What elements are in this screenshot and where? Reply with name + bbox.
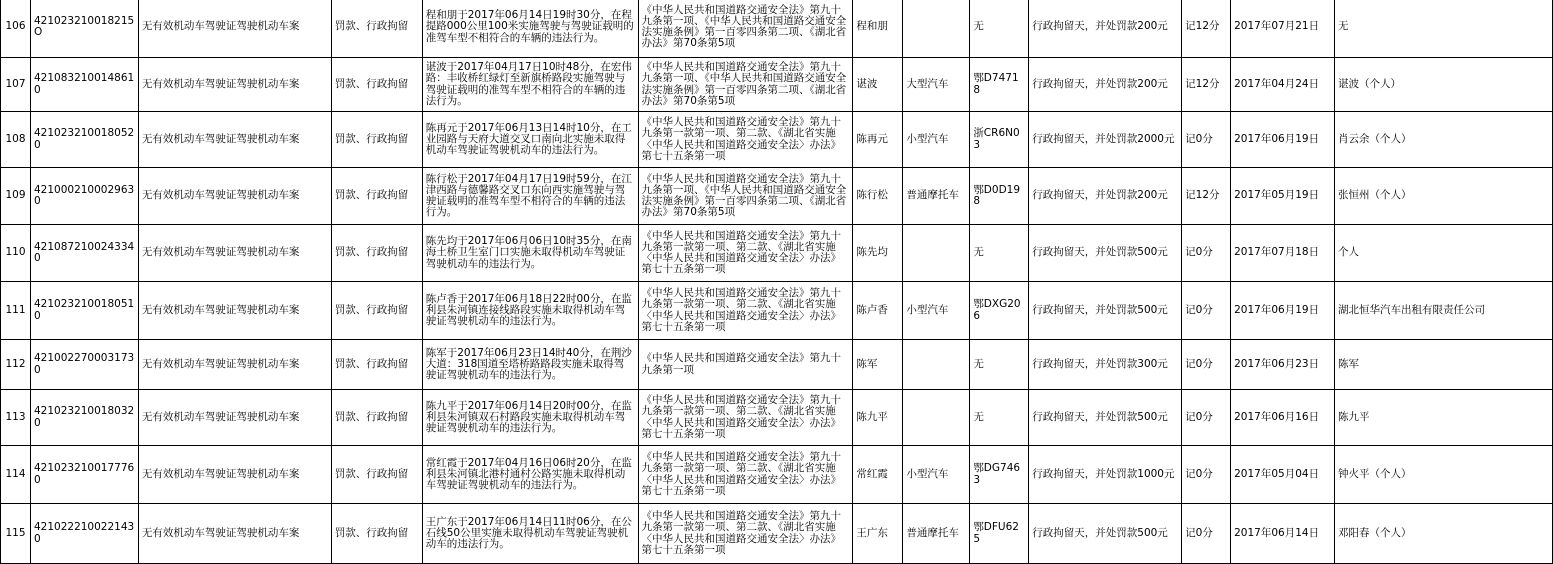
violation-fact-cell: 陈再元于2017年06月13日14时10分，在工业园路与天府大道交叉口南向北实施未取得机动车驾驶证驾驶机动车的违法行为。	[422, 112, 638, 168]
case-number-cell: 4210832100148610	[30, 58, 138, 112]
penalty-result-cell: 行政拘留天，并处罚款1000元	[1029, 446, 1182, 504]
penalty-type-cell: 罚款、行政拘留	[331, 0, 422, 58]
party-name-cell: 程和朋	[853, 0, 903, 58]
case-number-cell: 4210232100177760	[30, 446, 138, 504]
violation-fact-cell: 王广东于2017年06月14日11时06分，在公石线50公里实施未取得机动车驾驶证驾驶机动车的违法行为。	[422, 504, 638, 564]
vehicle-owner-cell: 个人	[1335, 225, 1553, 282]
table-row	[1, 504, 1553, 564]
legal-basis-cell: 《中华人民共和国道路交通安全法》第九十九条第一项	[638, 340, 853, 390]
vehicle-owner-cell: 张恒州（个人）	[1335, 168, 1553, 225]
vehicle-type-cell	[903, 390, 970, 446]
case-number-cell: 4210872100243340	[30, 225, 138, 282]
points-deducted-cell: 记0分	[1182, 225, 1231, 282]
decision-date-cell: 2017年06月16日	[1231, 390, 1335, 446]
vehicle-owner-cell: 湖北恒华汽车出租有限责任公司	[1335, 282, 1553, 340]
decision-date-cell: 2017年06月19日	[1231, 282, 1335, 340]
plate-number-cell: 无	[970, 390, 1029, 446]
penalty-type-cell: 罚款、行政拘留	[331, 225, 422, 282]
plate-number-cell: 鄂D0D198	[970, 168, 1029, 225]
plate-number-cell: 无	[970, 225, 1029, 282]
vehicle-owner-cell: 钟火平（个人）	[1335, 446, 1553, 504]
penalty-result-cell: 行政拘留天，并处罚款500元	[1029, 390, 1182, 446]
points-deducted-cell: 记0分	[1182, 282, 1231, 340]
row-number-cell: 111	[1, 282, 31, 340]
row-number-cell: 114	[1, 446, 31, 504]
penalty-type-cell: 罚款、行政拘留	[331, 504, 422, 564]
decision-date-cell: 2017年04月24日	[1231, 58, 1335, 112]
row-number-cell: 112	[1, 340, 31, 390]
penalty-result-cell: 行政拘留天，并处罚款2000元	[1029, 112, 1182, 168]
points-deducted-cell: 记12分	[1182, 0, 1231, 58]
violation-fact-cell: 陈九平于2017年06月14日20时00分，在监利县朱河镇双石村路段实施未取得机动车驾驶证驾驶机动车的违法行为。	[422, 390, 638, 446]
case-number-cell: 4210232100180510	[30, 282, 138, 340]
penalty-type-cell: 罚款、行政拘留	[331, 340, 422, 390]
row-number-cell: 106	[1, 0, 31, 58]
table-row	[1, 340, 1553, 390]
decision-date-cell: 2017年06月14日	[1231, 504, 1335, 564]
row-number-cell: 113	[1, 390, 31, 446]
points-deducted-cell: 记0分	[1182, 112, 1231, 168]
decision-date-cell: 2017年07月18日	[1231, 225, 1335, 282]
vehicle-type-cell: 普通摩托车	[903, 168, 970, 225]
decision-date-cell: 2017年05月04日	[1231, 446, 1335, 504]
vehicle-owner-cell: 无	[1335, 0, 1553, 58]
table-row	[1, 168, 1553, 225]
vehicle-type-cell: 大型汽车	[903, 58, 970, 112]
case-type-cell: 无有效机动车驾驶证驾驶机动车案	[138, 225, 331, 282]
party-name-cell: 陈军	[853, 340, 903, 390]
vehicle-type-cell: 普通摩托车	[903, 504, 970, 564]
party-name-cell: 陈九平	[853, 390, 903, 446]
points-deducted-cell: 记0分	[1182, 340, 1231, 390]
vehicle-type-cell: 小型汽车	[903, 446, 970, 504]
table-body	[1, 0, 1553, 564]
penalty-result-cell: 行政拘留天，并处罚款200元	[1029, 168, 1182, 225]
penalty-type-cell: 罚款、行政拘留	[331, 446, 422, 504]
vehicle-owner-cell: 陈九平	[1335, 390, 1553, 446]
row-number-cell: 109	[1, 168, 31, 225]
penalty-type-cell: 罚款、行政拘留	[331, 168, 422, 225]
penalty-result-cell: 行政拘留天，并处罚款200元	[1029, 0, 1182, 58]
case-number-cell: 4210232100180520	[30, 112, 138, 168]
table-row	[1, 58, 1553, 112]
violation-fact-cell: 程和朋于2017年06月14日19时30分，在程提路000公里100米实施驾驶与驾驶证载明的准驾车型不相符合的车辆的违法行为。	[422, 0, 638, 58]
table-row	[1, 282, 1553, 340]
vehicle-owner-cell: 邓阳春（个人）	[1335, 504, 1553, 564]
points-deducted-cell: 记0分	[1182, 504, 1231, 564]
penalty-result-cell: 行政拘留天，并处罚款300元	[1029, 340, 1182, 390]
case-type-cell: 无有效机动车驾驶证驾驶机动车案	[138, 504, 331, 564]
party-name-cell: 常红霞	[853, 446, 903, 504]
plate-number-cell: 鄂DFU625	[970, 504, 1029, 564]
table-row	[1, 225, 1553, 282]
row-number-cell: 107	[1, 58, 31, 112]
case-number-cell: 421023210018215O	[30, 0, 138, 58]
table-row	[1, 0, 1553, 58]
case-type-cell: 无有效机动车驾驶证驾驶机动车案	[138, 446, 331, 504]
legal-basis-cell: 《中华人民共和国道路交通安全法》第九十九条第一款第一项、第二款、《湖北省实施〈中华人民共和国道路交通安全法〉办法》第七十五条第一项	[638, 282, 853, 340]
table-row	[1, 446, 1553, 504]
violation-fact-cell: 陈行松于2017年04月17日19时59分，在江津西路与德馨路交叉口东向西实施驾驶与驾驶证载明的准驾车型不相符合的车辆的违法行为。	[422, 168, 638, 225]
legal-basis-cell: 《中华人民共和国道路交通安全法》第九十九条第一款第一项、第二款、《湖北省实施〈中华人民共和国道路交通安全法〉办法》第七十五条第一项	[638, 390, 853, 446]
violation-fact-cell: 陈卢香于2017年06月18日22时00分，在监利县朱河镇连接线路段实施未取得机动车驾驶证驾驶机动车的违法行为。	[422, 282, 638, 340]
penalty-result-cell: 行政拘留天，并处罚款500元	[1029, 225, 1182, 282]
plate-number-cell: 无	[970, 0, 1029, 58]
legal-basis-cell: 《中华人民共和国道路交通安全法》第九十九条第一款第一项、第二款、《湖北省实施〈中华人民共和国道路交通安全法〉办法》第七十五条第一项	[638, 446, 853, 504]
row-number-cell: 115	[1, 504, 31, 564]
party-name-cell: 王广东	[853, 504, 903, 564]
points-deducted-cell: 记0分	[1182, 446, 1231, 504]
case-type-cell: 无有效机动车驾驶证驾驶机动车案	[138, 0, 331, 58]
case-number-cell: 4210002100029630	[30, 168, 138, 225]
penalty-type-cell: 罚款、行政拘留	[331, 282, 422, 340]
party-name-cell: 陈行松	[853, 168, 903, 225]
legal-basis-cell: 《中华人民共和国道路交通安全法》第九十九条第一款第一项、第二款、《湖北省实施〈中华人民共和国道路交通安全法〉办法》第七十五条第一项	[638, 225, 853, 282]
vehicle-owner-cell: 谌波（个人）	[1335, 58, 1553, 112]
violation-fact-cell: 谌波于2017年04月17日10时48分，在宏伟路：丰收桥红绿灯至新旗桥路段实施驾驶与驾驶证载明的准驾车型不相符合的车辆的违法行为。	[422, 58, 638, 112]
decision-date-cell: 2017年06月23日	[1231, 340, 1335, 390]
party-name-cell: 陈再元	[853, 112, 903, 168]
table-row	[1, 112, 1553, 168]
points-deducted-cell: 记0分	[1182, 390, 1231, 446]
vehicle-type-cell	[903, 0, 970, 58]
penalty-type-cell: 罚款、行政拘留	[331, 112, 422, 168]
vehicle-type-cell	[903, 340, 970, 390]
plate-number-cell: 鄂DG7463	[970, 446, 1029, 504]
vehicle-type-cell: 小型汽车	[903, 282, 970, 340]
penalty-result-cell: 行政拘留天，并处罚款200元	[1029, 58, 1182, 112]
party-name-cell: 谌波	[853, 58, 903, 112]
penalty-type-cell: 罚款、行政拘留	[331, 58, 422, 112]
legal-basis-cell: 《中华人民共和国道路交通安全法》第九十九条第一项、《中华人民共和国道路交通安全法实施条例》第一百零四条第二项、《湖北省办法》第70条第5项	[638, 168, 853, 225]
case-type-cell: 无有效机动车驾驶证驾驶机动车案	[138, 58, 331, 112]
plate-number-cell: 浙CR6N03	[970, 112, 1029, 168]
party-name-cell: 陈卢香	[853, 282, 903, 340]
vehicle-owner-cell: 肖云余（个人）	[1335, 112, 1553, 168]
violation-fact-cell: 陈军于2017年06月23日14时40分，在荆沙大道：318国道至塔桥路路段实施未取得驾驶证驾驶机动车的违法行为。	[422, 340, 638, 390]
case-number-cell: 4210222100221430	[30, 504, 138, 564]
case-type-cell: 无有效机动车驾驶证驾驶机动车案	[138, 112, 331, 168]
vehicle-type-cell	[903, 225, 970, 282]
decision-date-cell: 2017年05月19日	[1231, 168, 1335, 225]
plate-number-cell: 鄂D74718	[970, 58, 1029, 112]
points-deducted-cell: 记12分	[1182, 168, 1231, 225]
legal-basis-cell: 《中华人民共和国道路交通安全法》第九十九条第一款第一项、第二款、《湖北省实施〈中华人民共和国道路交通安全法〉办法》第七十五条第一项	[638, 112, 853, 168]
vehicle-owner-cell: 陈军	[1335, 340, 1553, 390]
penalty-type-cell: 罚款、行政拘留	[331, 390, 422, 446]
case-number-cell: 4210022700031730	[30, 340, 138, 390]
violation-fact-cell: 陈先均于2017年06月06日10时35分，在南海土桥卫生室门口实施未取得机动车驾驶证驾驶机动车的违法行为。	[422, 225, 638, 282]
penalty-result-cell: 行政拘留天，并处罚款500元	[1029, 504, 1182, 564]
case-type-cell: 无有效机动车驾驶证驾驶机动车案	[138, 168, 331, 225]
case-type-cell: 无有效机动车驾驶证驾驶机动车案	[138, 390, 331, 446]
row-number-cell: 108	[1, 112, 31, 168]
party-name-cell: 陈先均	[853, 225, 903, 282]
table-row	[1, 390, 1553, 446]
penalty-result-cell: 行政拘留天，并处罚款500元	[1029, 282, 1182, 340]
case-type-cell: 无有效机动车驾驶证驾驶机动车案	[138, 282, 331, 340]
legal-basis-cell: 《中华人民共和国道路交通安全法》第九十九条第一项、《中华人民共和国道路交通安全法实施条例》第一百零四条第二项、《湖北省办法》第70条第5项	[638, 58, 853, 112]
row-number-cell: 110	[1, 225, 31, 282]
points-deducted-cell: 记12分	[1182, 58, 1231, 112]
legal-basis-cell: 《中华人民共和国道路交通安全法》第九十九条第一项、《中华人民共和国道路交通安全法实施条例》第一百零四条第二项、《湖北省办法》第70条第5项	[638, 0, 853, 58]
plate-number-cell: 鄂DXG206	[970, 282, 1029, 340]
violation-fact-cell: 常红霞于2017年04月16日06时20分，在监利县朱河镇北港村通村公路实施未取得机动车驾驶证驾驶机动车的违法行为。	[422, 446, 638, 504]
plate-number-cell: 无	[970, 340, 1029, 390]
case-number-cell: 4210232100180320	[30, 390, 138, 446]
decision-date-cell: 2017年06月19日	[1231, 112, 1335, 168]
decision-date-cell: 2017年07月21日	[1231, 0, 1335, 58]
vehicle-type-cell: 小型汽车	[903, 112, 970, 168]
case-type-cell: 无有效机动车驾驶证驾驶机动车案	[138, 340, 331, 390]
legal-basis-cell: 《中华人民共和国道路交通安全法》第九十九条第一款第一项、第二款、《湖北省实施〈中华人民共和国道路交通安全法〉办法》第七十五条第一项	[638, 504, 853, 564]
